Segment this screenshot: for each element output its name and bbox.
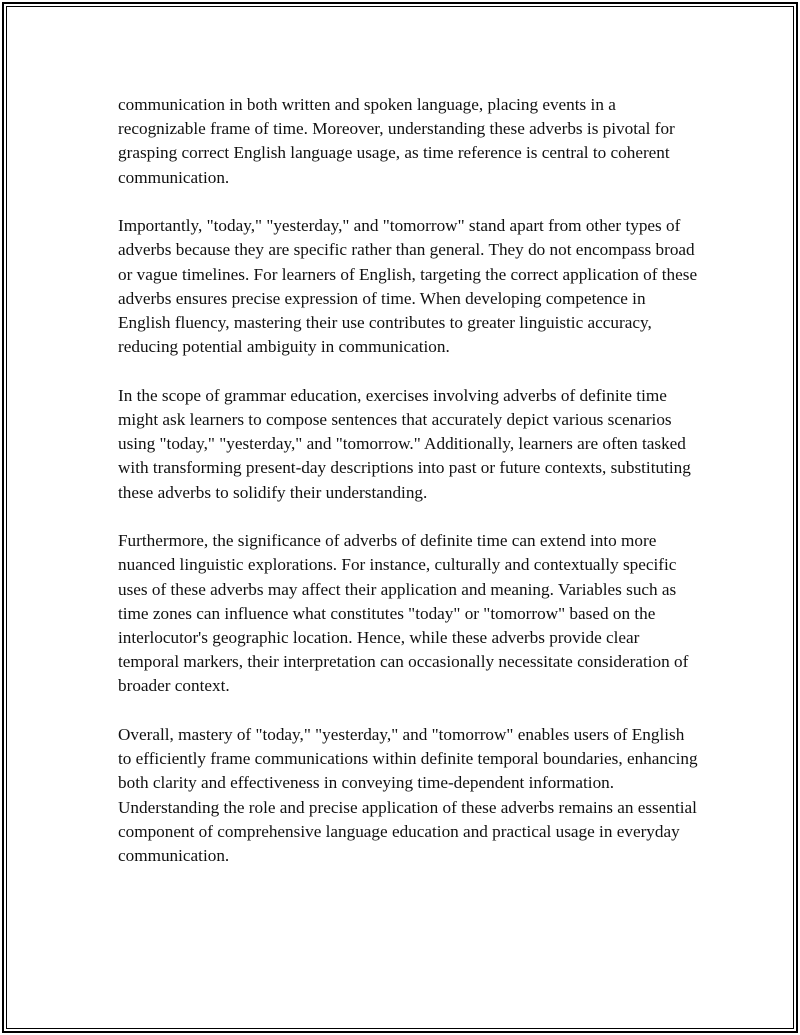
paragraph-2: Importantly, "today," "yesterday," and "tomorrow" stand apart from other types of adverbs because they are specific rather than general. They do not encompass broad or vague timelines. For learners of English, targeting the correct application of these adverbs ensures precise expression of time. When developing competence in English fluency, mastering their use contributes to greater linguistic accuracy, reducing potential ambiguity in communication. <box>118 216 698 357</box>
paragraph-5: Overall, mastery of "today," "yesterday," and "tomorrow" enables users of English to efficiently frame communications within definite temporal boundaries, enhancing both clarity and effectiveness in conveying time-dependent information. Understanding the role and precise application of these adverbs remains an essential component of comprehensive language education and practical usage in everyday communication. <box>118 725 698 866</box>
paragraph-3: In the scope of grammar education, exercises involving adverbs of definite time might ask learners to compose sentences that accurately depict various scenarios using "today," "yesterday," and "tomorrow." Additionally, learners are often tasked with transforming present-day descriptions into past or future contexts, substituting these adverbs to solidify their understanding. <box>118 385 691 502</box>
paragraph-4: Furthermore, the significance of adverbs of definite time can extend into more nuanced linguistic explorations. For instance, culturally and contextually specific uses of these adverbs may affect their application and meaning. Variables such as time zones can influence what constitutes "today" or "tomorrow" based on the interlocutor's geographic location. Hence, while these adverbs provide clear temporal markers, their interpretation can occasionally necessitate consideration of broader context. <box>118 531 689 696</box>
paragraph-1: communication in both written and spoken language, placing events in a recognizable frame of time. Moreover, understanding these adverbs is pivotal for grasping correct English language usage, as time reference is central to coherent communication. <box>118 95 675 187</box>
document-body <box>118 93 698 893</box>
